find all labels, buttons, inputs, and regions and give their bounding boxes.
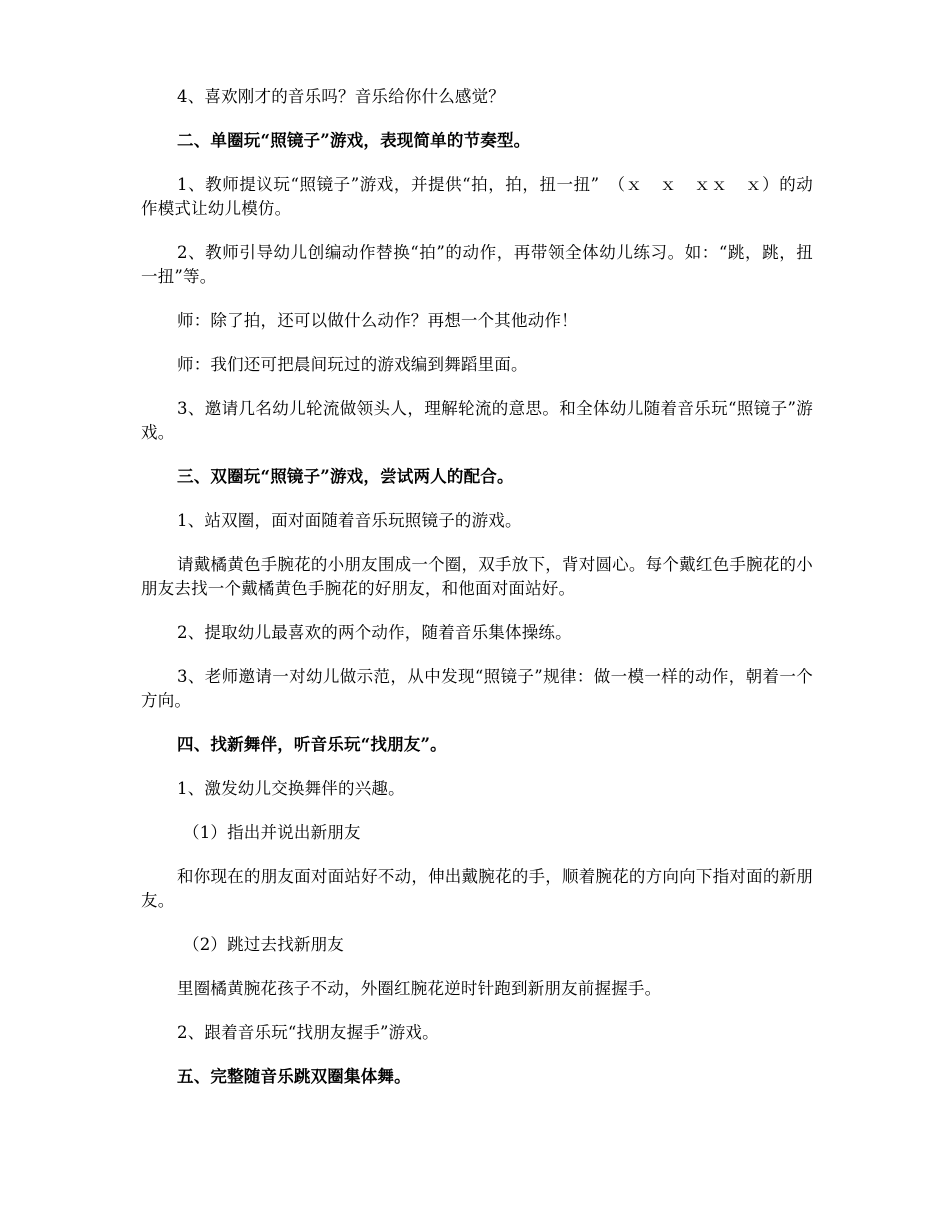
paragraph-substep-2-detail: 里圈橘黄腕花孩子不动，外圈红腕花逆时针跑到新朋友前握握手。 (177, 979, 662, 998)
paragraph-step-3-1: 1、站双圈，面对面随着音乐玩照镜子的游戏。 (177, 511, 522, 530)
paragraph-substep-1-detail: 和你现在的朋友面对面站好不动，伸出戴腕花的手，顺着腕花的方向向下指对面的新朋友。 (141, 867, 813, 910)
section-heading-2: 二、单圈玩“照镜子”游戏，表现简单的节奏型。 (177, 131, 531, 150)
paragraph-instruction: 请戴橘黄色手腕花的小朋友围成一个圈，双手放下，背对圆心。每个戴红色手腕花的小朋友去找一个戴橘黄色手腕花的好朋友，和他面对面站好。 (141, 555, 813, 598)
document-body (141, 85, 813, 1109)
section-heading-5: 五、完整随音乐跳双圈集体舞。 (177, 1067, 411, 1086)
paragraph-substep-1: （1）指出并说出新朋友 (183, 823, 361, 842)
paragraph-question-4: 4、喜欢刚才的音乐吗？音乐给你什么感觉？ (177, 87, 505, 106)
paragraph-teacher-line-2: 师：我们还可把晨间玩过的游戏编到舞蹈里面。 (177, 355, 528, 374)
paragraph-step-4-2: 2、跟着音乐玩“找朋友握手”游戏。 (177, 1023, 439, 1042)
paragraph-step-2-2: 2、教师引导幼儿创编动作替换“拍”的动作，再带领全体幼儿练习。如：“跳，跳，扭一扭”等。 (141, 243, 813, 286)
paragraph-teacher-line-1: 师：除了拍，还可以做什么动作？再想一个其他动作！ (177, 311, 578, 330)
paragraph-step-3-3: 3、老师邀请一对幼儿做示范，从中发现“照镜子”规律：做一模一样的动作，朝着一个方向。 (141, 667, 813, 710)
section-heading-4: 四、找新舞伴，听音乐玩“找朋友”。 (177, 735, 447, 754)
section-heading-3: 三、双圈玩“照镜子”游戏，尝试两人的配合。 (177, 467, 514, 486)
paragraph-step-3-2: 2、提取幼儿最喜欢的两个动作，随着音乐集体操练。 (177, 623, 572, 642)
paragraph-substep-2: （2）跳过去找新朋友 (183, 935, 344, 954)
paragraph-step-2-3: 3、邀请几名幼儿轮流做领头人，理解轮流的意思。和全体幼儿随着音乐玩“照镜子”游戏。 (141, 399, 813, 442)
paragraph-step-4-1: 1、激发幼儿交换舞伴的兴趣。 (177, 779, 405, 798)
paragraph-step-2-1: 1、教师提议玩“照镜子”游戏，并提供“拍，拍，扭一扭” （ｘ ｘ ｘｘ ｘ）的动作模式让幼儿模仿。 (141, 175, 813, 218)
